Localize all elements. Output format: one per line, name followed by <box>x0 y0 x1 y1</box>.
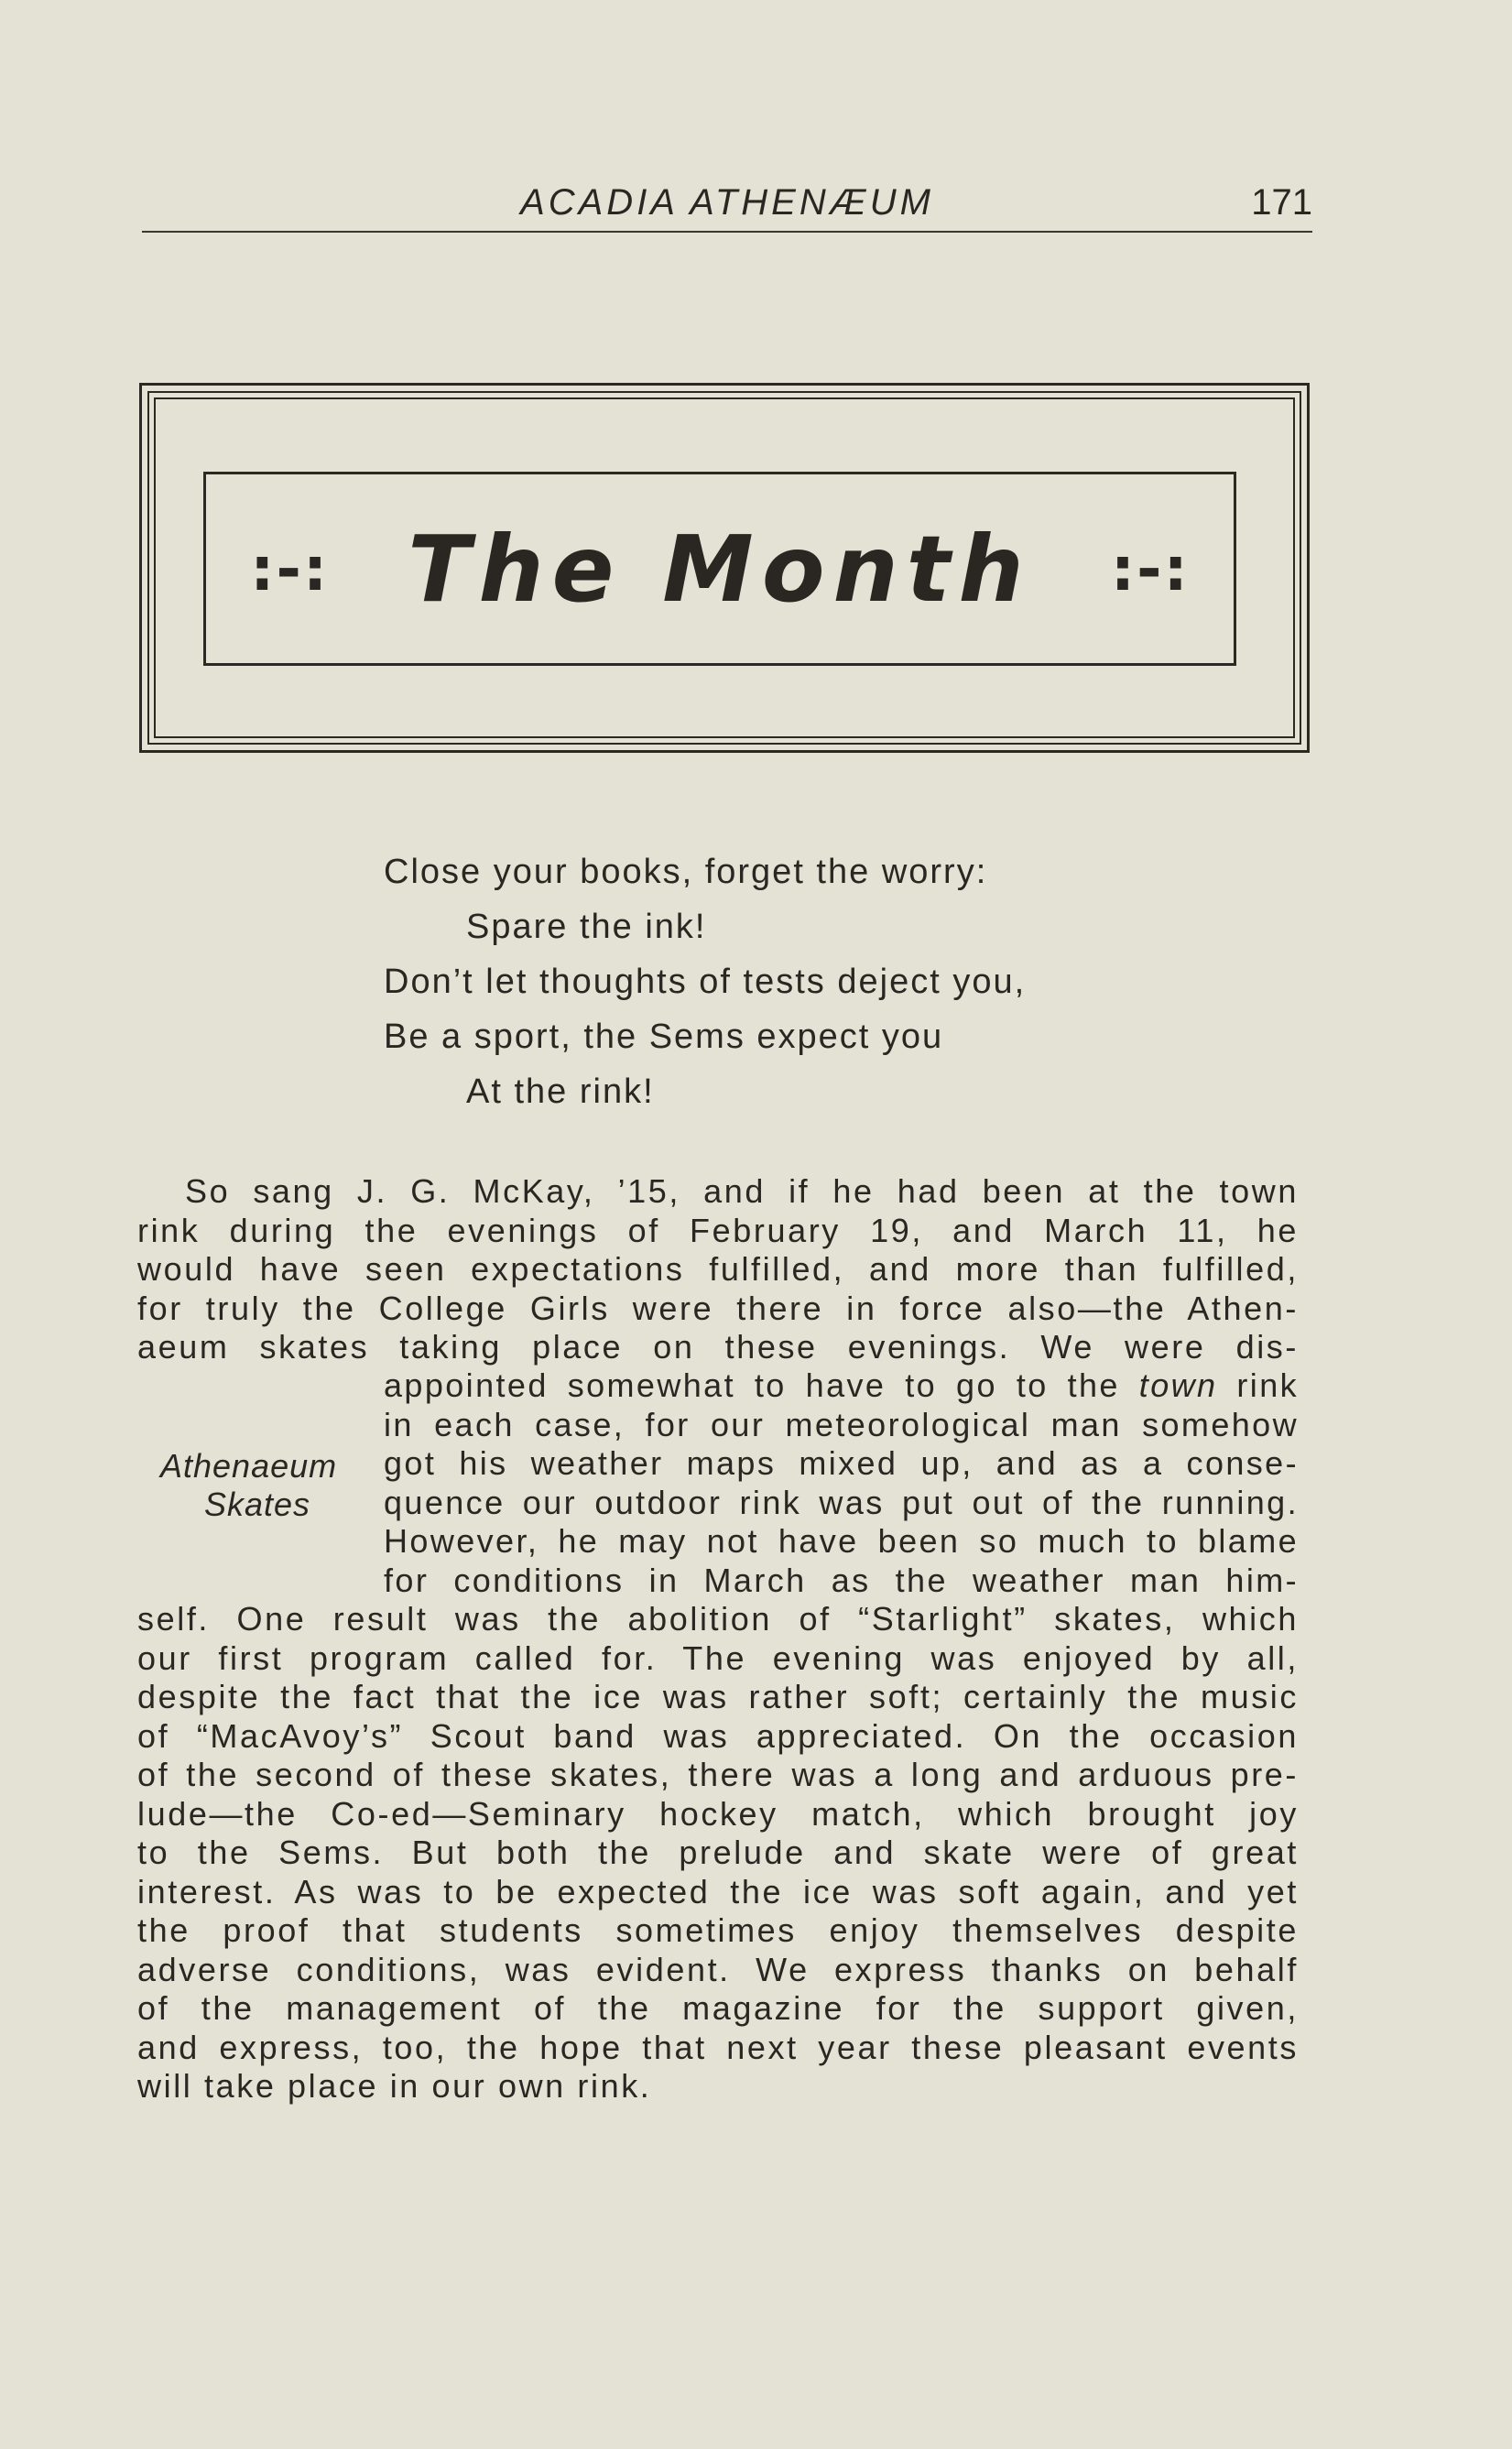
running-head <box>142 174 1312 233</box>
article-wrapped-column <box>384 1366 1299 1600</box>
text-line: of the second of these skates, there was a long and arduous pre- <box>137 1756 1299 1793</box>
text-line: for conditions in March as the weather man him- <box>384 1561 1299 1599</box>
epigraph-verse <box>384 844 1208 1119</box>
text-line: in each case, for our meteorological man somehow <box>384 1405 1299 1443</box>
text-line: despite the fact that the ice was rather soft; certainly the music <box>137 1678 1299 1715</box>
text-line: and express, too, the hope that next year these pleasant events <box>137 2028 1299 2066</box>
text-line: got his weather maps mixed up, and as a conse- <box>384 1444 1299 1482</box>
text-line: to the Sems. But both the prelude and skate were of great <box>137 1834 1299 1871</box>
text-line: aeum skates taking place on these evenings. We were dis- <box>137 1328 1299 1366</box>
sidenote-line: Athenaeum <box>160 1447 338 1485</box>
verse-line: Spare the ink! <box>466 908 707 946</box>
text-line <box>384 1366 1299 1406</box>
verse-line: Be a sport, the Sems expect you <box>384 1018 944 1056</box>
text-line: interest. As was to be expected the ice was soft again, and yet <box>137 1872 1299 1910</box>
page-number: 171 <box>1251 182 1312 223</box>
verse-line: Close your books, forget the worry: <box>384 853 988 891</box>
article-paragraph-bottom <box>137 1600 1299 2106</box>
verse-line: Don’t let thoughts of tests deject you, <box>384 963 1027 1001</box>
text-line: will take place in our own rink. <box>137 2067 652 2105</box>
ornament-left: :-: <box>250 533 330 604</box>
text-line: of “MacAvoy’s” Scout band was appreciated. On the occasion <box>137 1716 1299 1755</box>
text-line: So sang J. G. McKay, ’15, and if he had been at the town <box>185 1172 1299 1210</box>
text-line: adverse conditions, was evident. We express thanks on behalf <box>137 1950 1299 1988</box>
text-fragment: appointed somewhat to have to go to the <box>384 1366 1120 1404</box>
text-line: of the management of the magazine for the support given, <box>137 1989 1299 2027</box>
sidenote-line: Skates <box>204 1486 311 1523</box>
text-line: would have seen expectations fulfilled, and more than fulfilled, <box>137 1250 1299 1288</box>
journal-title: ACADIA ATHENÆUM <box>520 182 934 223</box>
article-paragraph-top <box>137 1172 1299 1367</box>
section-title-text: The Month <box>408 515 1032 623</box>
section-banner <box>203 472 1236 666</box>
ornament-right: :-: <box>1110 533 1190 604</box>
text-line: self. One result was the abolition of “Starlight” skates, which <box>137 1600 1299 1638</box>
text-line: for truly the College Girls were there in force also—the Athen- <box>137 1289 1299 1327</box>
text-line: However, he may not have been so much to blame <box>384 1522 1299 1560</box>
text-line: lude—the Co-ed—Seminary hockey match, which brought joy <box>137 1794 1299 1833</box>
text-line: quence our outdoor rink was put out of the running. <box>384 1483 1299 1521</box>
text-line: the proof that students sometimes enjoy themselves despite <box>137 1911 1299 1949</box>
section-title <box>250 516 1190 623</box>
text-line: our first program called for. The evening was enjoyed by all, <box>137 1638 1299 1677</box>
text-line: rink during the evenings of February 19, and March 11, he <box>137 1211 1299 1249</box>
text-fragment: rink <box>1236 1366 1300 1404</box>
verse-line: At the rink! <box>466 1072 655 1111</box>
italic-word: town <box>1138 1366 1218 1404</box>
